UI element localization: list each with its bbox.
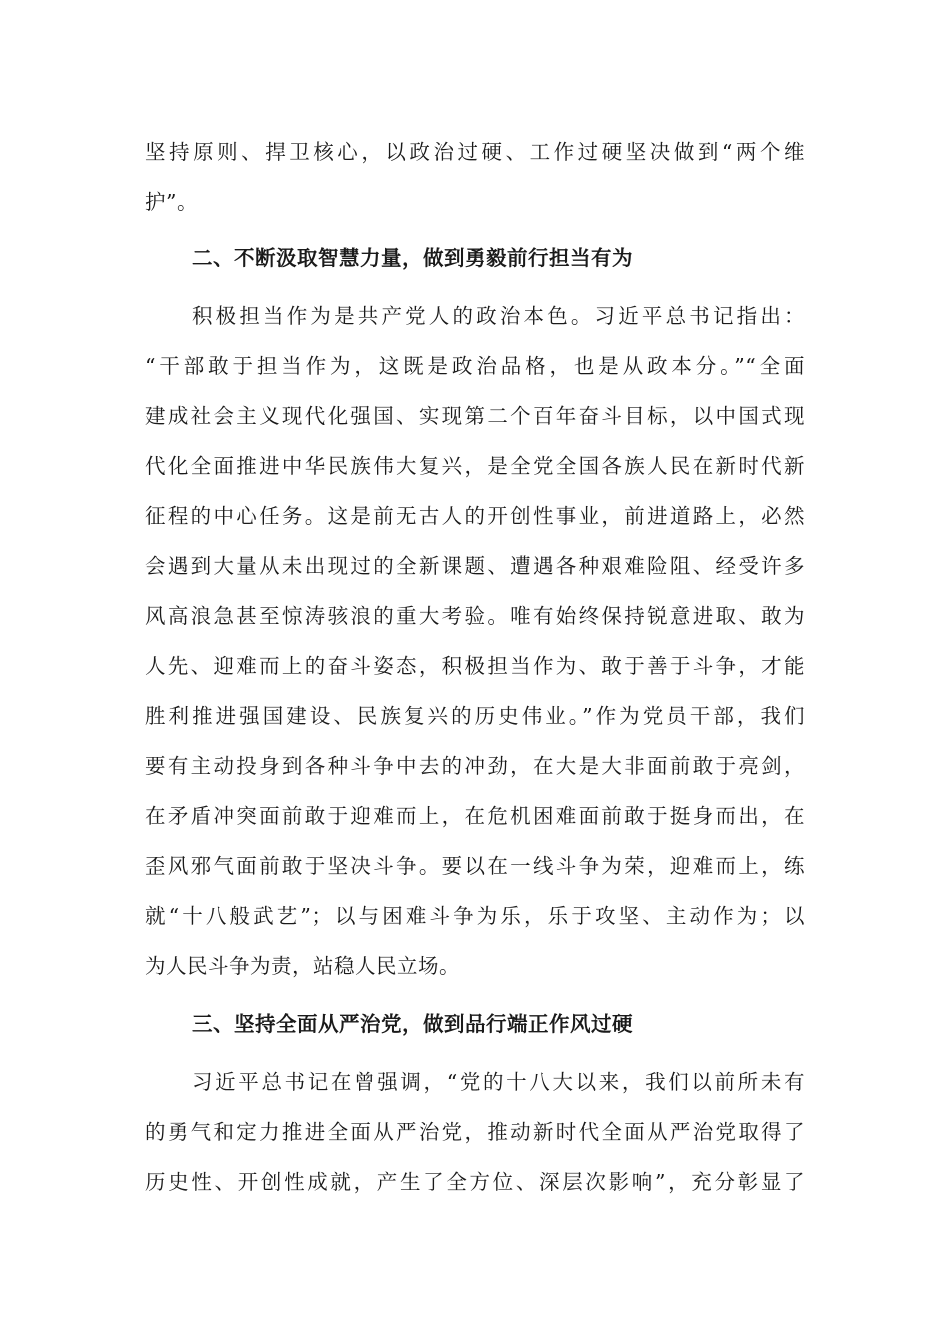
- body-line: 歪风邪气面前敢于坚决斗争。要以在一线斗争为荣，迎难而上，练: [145, 854, 805, 878]
- body-line: 护”。: [145, 190, 198, 214]
- body-line: 胜利推进强国建设、民族复兴的历史伟业。”作为党员干部，我们: [145, 704, 805, 728]
- section-heading-2: 二、不断汲取智慧力量，做到勇毅前行担当有为: [192, 246, 633, 270]
- body-line: 风高浪急甚至惊涛骇浪的重大考验。唯有始终保持锐意进取、敢为: [145, 604, 805, 628]
- body-line: 积极担当作为是共产党人的政治本色。习近平总书记指出：: [192, 304, 805, 328]
- body-line: “干部敢于担当作为，这既是政治品格，也是从政本分。”“全面: [145, 354, 805, 378]
- body-line: 建成社会主义现代化强国、实现第二个百年奋斗目标，以中国式现: [145, 404, 805, 428]
- body-line: 人先、迎难而上的奋斗姿态，积极担当作为、敢于善于斗争，才能: [145, 654, 805, 678]
- body-line: 代化全面推进中华民族伟大复兴，是全党全国各族人民在新时代新: [145, 454, 805, 478]
- body-line: 为人民斗争为责，站稳人民立场。: [145, 954, 460, 978]
- section-heading-3: 三、坚持全面从严治党，做到品行端正作风过硬: [192, 1012, 633, 1036]
- body-line: 在矛盾冲突面前敢于迎难而上，在危机困难面前敢于挺身而出，在: [145, 804, 805, 828]
- body-line: 要有主动投身到各种斗争中去的冲劲，在大是大非面前敢于亮剑，: [145, 754, 805, 778]
- body-line: 会遇到大量从未出现过的全新课题、遭遇各种艰难险阻、经受许多: [145, 554, 805, 578]
- body-line: 就“十八般武艺”；以与困难斗争为乐，乐于攻坚、主动作为；以: [145, 904, 805, 928]
- body-line: 征程的中心任务。这是前无古人的开创性事业，前进道路上，必然: [145, 504, 805, 528]
- body-line: 习近平总书记在曾强调，“党的十八大以来，我们以前所未有: [192, 1070, 805, 1094]
- body-line: 历史性、开创性成就，产生了全方位、深层次影响”，充分彰显了: [145, 1170, 805, 1194]
- body-line: 的勇气和定力推进全面从严治党，推动新时代全面从严治党取得了: [145, 1120, 805, 1144]
- body-line: 坚持原则、捍卫核心，以政治过硬、工作过硬坚决做到“两个维: [145, 140, 805, 164]
